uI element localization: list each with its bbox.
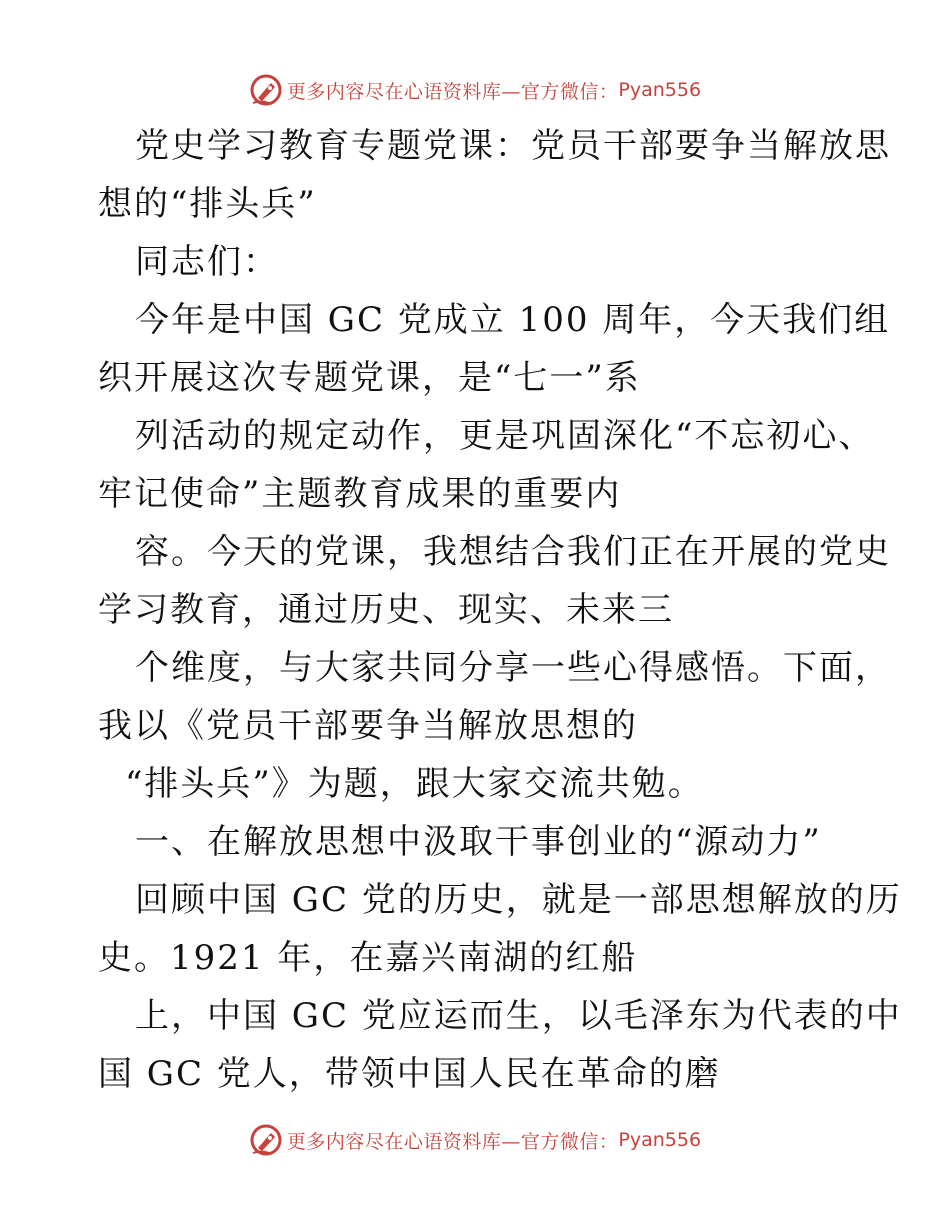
section-heading: 一、在解放思想中汲取干事创业的“源动力” bbox=[135, 822, 822, 862]
paragraph-line: 我以《党员干部要争当解放思想的 bbox=[98, 706, 638, 746]
paragraph-line: 上，中国 GC 党应运而生，以毛泽东为代表的中 bbox=[135, 996, 902, 1036]
paragraph-line: “排头兵”》为题，跟大家交流共勉。 bbox=[125, 764, 704, 804]
title-line: 党史学习教育专题党课：党员干部要争当解放思 bbox=[135, 126, 891, 166]
watermark-wechat-id: Pyan556 bbox=[618, 79, 702, 101]
salutation: 同志们： bbox=[135, 242, 279, 282]
paragraph-line: 列活动的规定动作，更是巩固深化“不忘初心、 bbox=[135, 416, 875, 456]
pen-nib-circle-logo-icon bbox=[249, 73, 283, 107]
paragraph-line: 回顾中国 GC 党的历史，就是一部思想解放的历 bbox=[135, 880, 902, 920]
paragraph-line: 个维度，与大家共同分享一些心得感悟。下面， bbox=[135, 648, 891, 688]
pen-nib-circle-logo-icon bbox=[249, 1123, 283, 1157]
header-watermark bbox=[0, 70, 950, 110]
title-line: 想的“排头兵” bbox=[98, 184, 317, 224]
paragraph-line: 史。1921 年，在嘉兴南湖的红船 bbox=[98, 938, 638, 978]
watermark-text: 更多内容尽在心语资料库—官方微信： bbox=[286, 1130, 619, 1153]
paragraph-line: 容。今天的党课，我想结合我们正在开展的党史 bbox=[135, 532, 891, 572]
watermark-wechat-id: Pyan556 bbox=[618, 1129, 702, 1151]
paragraph-line: 学习教育，通过历史、现实、未来三 bbox=[98, 590, 674, 630]
footer-watermark bbox=[0, 1120, 950, 1160]
paragraph-line: 织开展这次专题党课，是“七一”系 bbox=[98, 358, 641, 398]
paragraph-line: 今年是中国 GC 党成立 100 周年，今天我们组 bbox=[135, 300, 891, 340]
paragraph-line: 牢记使命”主题教育成果的重要内 bbox=[98, 474, 622, 514]
watermark-text: 更多内容尽在心语资料库—官方微信： bbox=[286, 80, 619, 103]
paragraph-line: 国 GC 党人，带领中国人民在革命的磨 bbox=[98, 1054, 721, 1094]
